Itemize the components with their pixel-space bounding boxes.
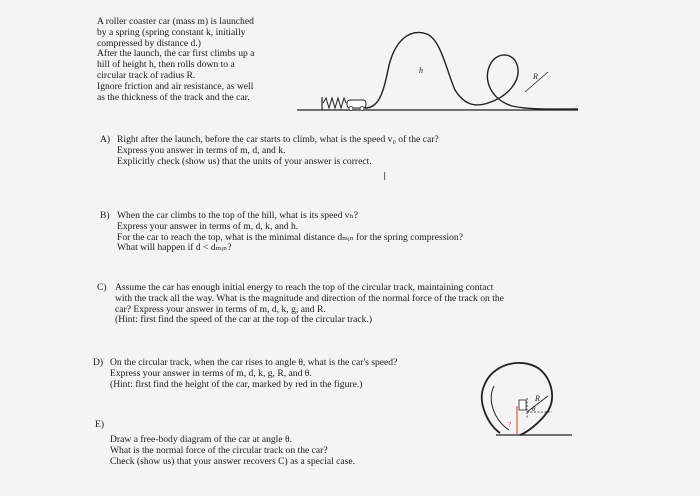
question-line: Express you answer in terms of m, d, and k. <box>117 144 286 156</box>
intro-line: by a spring (spring constant k, initially <box>97 26 246 38</box>
intro-line: compressed by distance d.) <box>97 37 201 49</box>
intro-line: hill of height h, then rolls down to a <box>97 59 235 71</box>
question-b-label: B) <box>100 210 110 221</box>
question-line: What will happen if d < dₘᵢₙ? <box>117 242 232 254</box>
intro-line: Ignore friction and air resistance, as well <box>97 80 254 92</box>
car-on-loop <box>519 400 526 410</box>
intro-line: as the thickness of the track and the car. <box>97 91 250 103</box>
question-line: Express your answer in terms of m, d, k, g, R, and θ. <box>110 367 312 379</box>
loop-radius-label: R <box>533 72 538 81</box>
height-marker-label: ? <box>508 421 512 429</box>
intro-line: A roller coaster car (mass m) is launched <box>97 16 254 27</box>
question-line: When the car climbs to the top of the hill, what is its speed vₕ? <box>117 210 359 221</box>
question-line: car? Express your answer in terms of m, d, k, g, and R. <box>115 303 326 315</box>
theta-label: θ <box>532 405 536 413</box>
question-line: Express your answer in terms of m, d, k, and h. <box>117 220 299 232</box>
intro-line: circular track of radius R. <box>97 69 196 81</box>
question-e-label: E) <box>95 419 105 430</box>
question-a-label: A) <box>100 134 111 145</box>
text-cursor: I <box>383 170 387 183</box>
intro-line: After the launch, the car first climbs up a <box>97 48 255 60</box>
question-line: Check (show us) that your answer recovers C) as a special case. <box>110 455 356 467</box>
hill-height-label: h <box>419 66 423 75</box>
question-line: What is the normal force of the circular track on the car? <box>110 444 328 456</box>
question-line: with the track all the way. What is the magnitude and direction of the normal force of the track on the <box>115 292 504 304</box>
question-line: (Hint: first find the height of the car, marked by red in the figure.) <box>110 378 363 390</box>
question-line: Right after the launch, before the car starts to climb, what is the speed v₀ of the car? <box>117 134 439 145</box>
question-line: For the car to reach the top, what is the minimal distance dₘᵢₙ for the spring compression? <box>117 231 463 243</box>
radius-label: R <box>535 394 540 403</box>
question-line: Assume the car has enough initial energy to reach the top of the circular track, maintaining contact <box>115 282 494 293</box>
question-line: (Hint: first find the speed of the car at the top of the circular track.) <box>115 314 373 326</box>
loop-track-inner <box>491 386 512 430</box>
question-line: On the circular track, when the car rises to angle θ, what is the car's speed? <box>110 357 398 368</box>
question-d-label: D) <box>93 357 104 368</box>
question-c-label: C) <box>97 282 107 293</box>
question-line: Draw a free-body diagram of the car at angle θ. <box>110 434 292 445</box>
question-line: Explicitly check (show us) that the units of your answer is correct. <box>117 155 372 167</box>
